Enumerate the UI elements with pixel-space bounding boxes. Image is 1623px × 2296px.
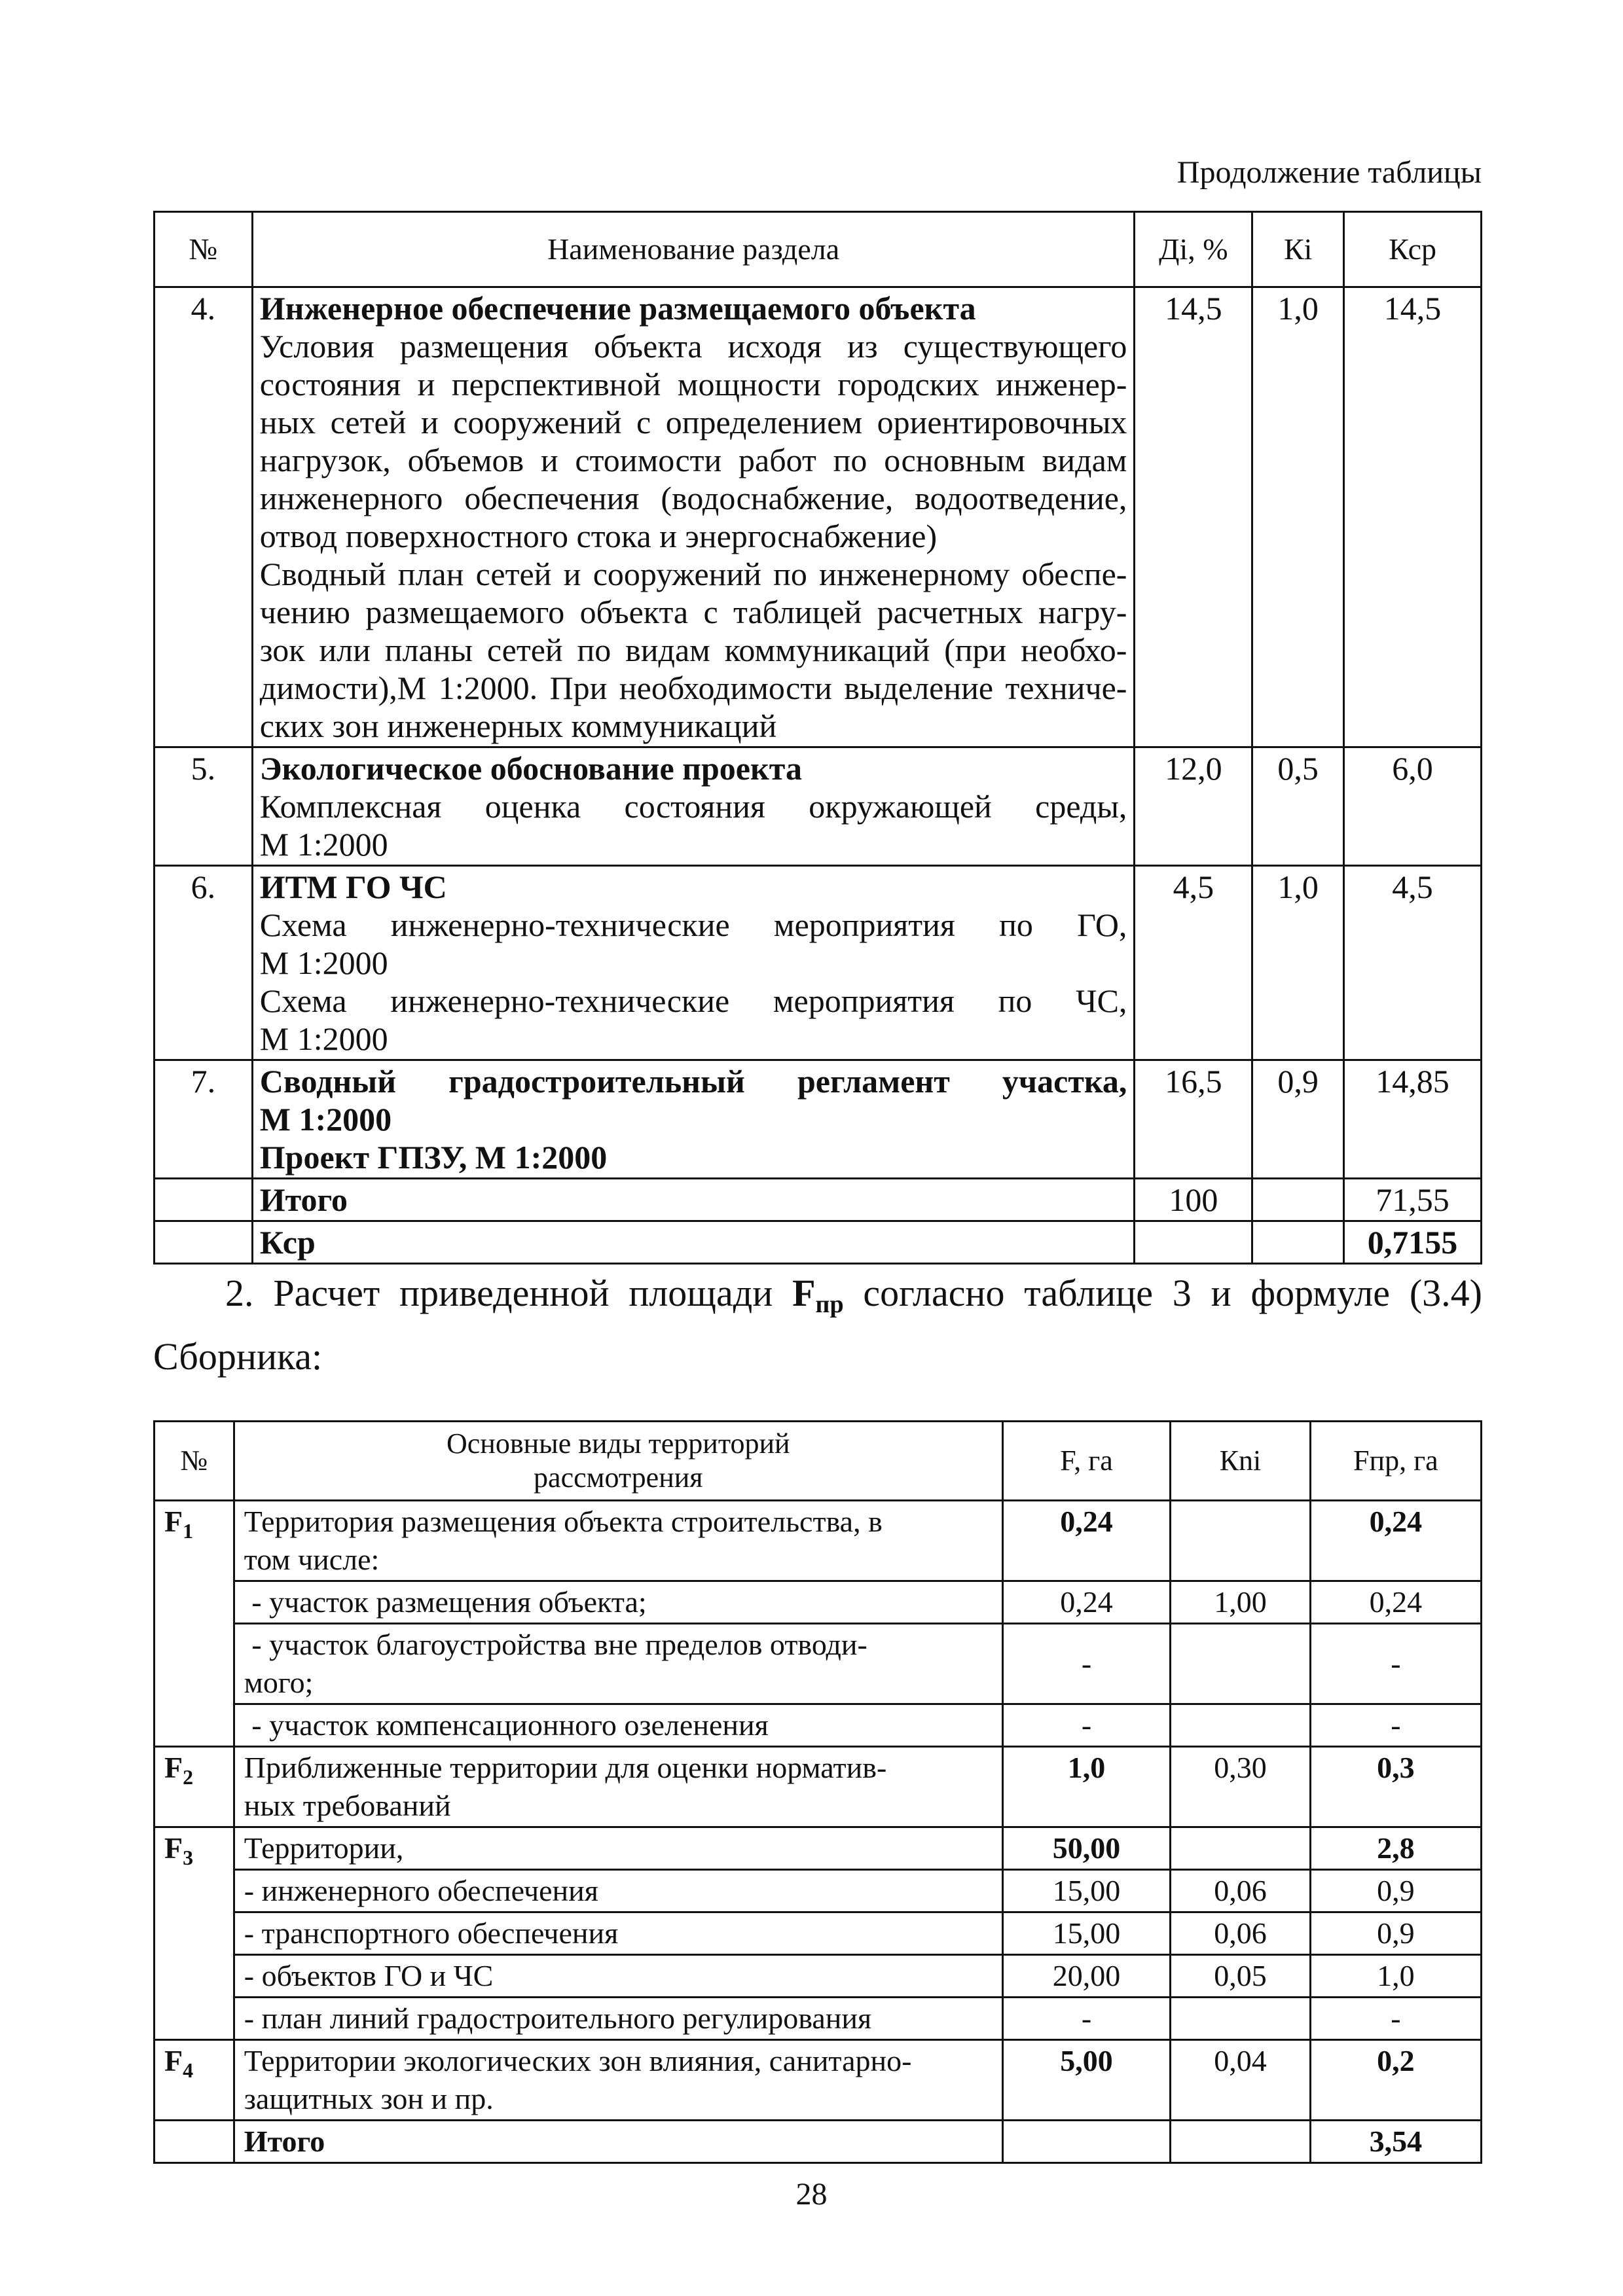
row-kni: [1171, 1624, 1310, 1704]
row-line: - участок компенсационного озеленения: [244, 1708, 769, 1742]
row-num: 7.: [155, 1060, 253, 1179]
row-line: состояния и перспективной мощности городских инженер-: [259, 366, 1127, 403]
table-row: [155, 747, 1482, 866]
row-fpr: 0,24: [1310, 1581, 1481, 1624]
header-k: Кi: [1252, 212, 1344, 287]
row-f: -: [1002, 1704, 1170, 1747]
empty-cell: [1135, 1221, 1252, 1264]
row-k: 0,9: [1252, 1060, 1344, 1179]
header-fpr: Fпр, га: [1310, 1422, 1481, 1501]
row-f: 50,00: [1002, 1827, 1170, 1870]
row-name: [252, 287, 1135, 747]
total-row: [155, 2121, 1482, 2163]
row-line: Территории экологических зон влияния, санитарно-: [244, 2044, 912, 2077]
row-line: Сводный план сетей и сооружений по инженерному обеспе-: [259, 556, 1127, 592]
row-kni: [1171, 1501, 1310, 1581]
row-name: [234, 1501, 1002, 1581]
row-f: 15,00: [1002, 1912, 1170, 1955]
table-header-row: [155, 1422, 1482, 1501]
row-line: - план линий градостроительного регулирования: [244, 2001, 872, 2035]
row-kcp: 14,5: [1344, 287, 1482, 747]
row-line: защитных зон и пр.: [244, 2082, 494, 2115]
empty-cell: [1252, 1179, 1344, 1221]
table-row: [155, 1501, 1482, 1581]
f-subscript: пр: [815, 1291, 844, 1318]
table-header-row: [155, 212, 1482, 287]
code-letter: F: [164, 1505, 183, 1538]
row-fpr: -: [1310, 1624, 1481, 1704]
row-line: М 1:2000: [259, 944, 388, 981]
header-name: Наименование раздела: [252, 212, 1135, 287]
total-row: [155, 1179, 1482, 1221]
row-f: 1,0: [1002, 1747, 1170, 1827]
group-code: [155, 1747, 234, 1827]
row-name: [252, 747, 1135, 866]
sections-table: [153, 211, 1482, 1265]
group-code: [155, 2040, 234, 2121]
row-fpr: 0,9: [1310, 1870, 1481, 1912]
total-label: Итого: [234, 2121, 1002, 2163]
row-fpr: 0,24: [1310, 1501, 1481, 1581]
row-name: [234, 1747, 1002, 1827]
row-line: ных сетей и сооружений с определением ориентировочных: [259, 404, 1127, 440]
table-row: [155, 866, 1482, 1060]
row-f: 15,00: [1002, 1870, 1170, 1912]
row-line: - инженерного обеспечения: [244, 1874, 598, 1907]
row-line: Приближенные территории для оценки норматив-: [244, 1751, 887, 1784]
row-name: [234, 1955, 1002, 1998]
table-row: [155, 1704, 1482, 1747]
row-kni: [1171, 1827, 1310, 1870]
row-title: Инженерное обеспечение размещаемого объекта: [259, 290, 976, 327]
row-name: [234, 1998, 1002, 2040]
empty-cell: [155, 2121, 234, 2163]
header-num: №: [155, 1422, 234, 1501]
paragraph-text: 2. Расчет приведенной площади: [225, 1272, 793, 1314]
row-title: Экологическое обоснование проекта: [259, 750, 802, 787]
row-line: Территории,: [244, 1831, 404, 1865]
total-d: 100: [1135, 1179, 1252, 1221]
row-title: Проект ГПЗУ, М 1:2000: [259, 1139, 608, 1175]
kcp-row: [155, 1221, 1482, 1264]
row-line: инженерного обеспечения (водоснабжение, водоотведение,: [259, 480, 1127, 516]
code-letter: F: [164, 1831, 183, 1865]
table-row: [155, 1747, 1482, 1827]
empty-cell: [155, 1221, 253, 1264]
paragraph: [153, 1267, 1482, 1383]
code-letter: F: [164, 2044, 183, 2077]
row-kni: 0,06: [1171, 1912, 1310, 1955]
row-line: Схема инженерно-технические мероприятия по ГО,: [259, 906, 1127, 943]
header-f: F, га: [1002, 1422, 1170, 1501]
row-kni: 0,30: [1171, 1747, 1310, 1827]
empty-cell: [1252, 1221, 1344, 1264]
total-kcp: 71,55: [1344, 1179, 1482, 1221]
total-fpr: 3,54: [1310, 2121, 1481, 2163]
empty-cell: [1002, 2121, 1170, 2163]
row-line: мого;: [244, 1666, 314, 1699]
row-fpr: -: [1310, 1704, 1481, 1747]
row-f: 0,24: [1002, 1581, 1170, 1624]
row-fpr: 0,9: [1310, 1912, 1481, 1955]
row-line: - участок размещения объекта;: [244, 1585, 647, 1619]
row-line: Схема инженерно-технические мероприятия по ЧС,: [259, 982, 1127, 1019]
table-row: [155, 287, 1482, 747]
row-line: Условия размещения объекта исходя из существующего: [259, 328, 1127, 365]
group-code: [155, 1827, 234, 2040]
row-d: 4,5: [1135, 866, 1252, 1060]
code-letter: F: [164, 1751, 183, 1784]
row-fpr: 0,3: [1310, 1747, 1481, 1827]
row-name: [234, 1912, 1002, 1955]
row-line: том числе:: [244, 1543, 380, 1576]
header-kcp: Ксp: [1344, 212, 1482, 287]
row-title: ИТМ ГО ЧС: [259, 869, 447, 905]
code-sub: 1: [183, 1519, 194, 1543]
row-d: 14,5: [1135, 287, 1252, 747]
header-name-line: рассмотрения: [534, 1462, 703, 1494]
row-kni: 0,04: [1171, 2040, 1310, 2121]
table-row: [155, 1912, 1482, 1955]
row-fpr: 2,8: [1310, 1827, 1481, 1870]
paragraph-text: согласно таблице 3 и формуле (3.4): [843, 1272, 1482, 1314]
table-row: [155, 1624, 1482, 1704]
table-row: [155, 1827, 1482, 1870]
row-line: ских зон инженерных коммуникаций: [259, 708, 777, 744]
table-row: [155, 1955, 1482, 1998]
row-line: М 1:2000: [259, 826, 388, 863]
code-sub: 2: [183, 1765, 194, 1789]
row-line: Территория размещения объекта строительства, в: [244, 1505, 883, 1538]
row-name: [234, 1870, 1002, 1912]
continuation-label: Продолжение таблицы: [1176, 155, 1482, 190]
paragraph-line-2: Сборника:: [153, 1335, 323, 1378]
row-name: [252, 866, 1135, 1060]
row-d: 16,5: [1135, 1060, 1252, 1179]
row-num: 4.: [155, 287, 253, 747]
header-num: №: [155, 212, 253, 287]
code-sub: 4: [183, 2058, 194, 2083]
empty-cell: [1171, 2121, 1310, 2163]
row-kni: 1,00: [1171, 1581, 1310, 1624]
empty-cell: [155, 1179, 253, 1221]
row-kcp: 4,5: [1344, 866, 1482, 1060]
total-label: Итого: [252, 1179, 1135, 1221]
row-k: 1,0: [1252, 287, 1344, 747]
row-fpr: 0,2: [1310, 2040, 1481, 2121]
row-kni: 0,06: [1171, 1870, 1310, 1912]
row-line: отвод поверхностного стока и энергоснабжение): [259, 518, 938, 554]
table-row: [155, 1870, 1482, 1912]
row-num: 6.: [155, 866, 253, 1060]
row-d: 12,0: [1135, 747, 1252, 866]
row-kcp: 14,85: [1344, 1060, 1482, 1179]
row-f: 20,00: [1002, 1955, 1170, 1998]
row-line: нагрузок, объемов и стоимости работ по основным видам: [259, 442, 1127, 478]
row-line: - объектов ГО и ЧС: [244, 1959, 494, 1992]
kcp-label: Ксp: [252, 1221, 1135, 1264]
page-number: 28: [795, 2177, 828, 2212]
row-title: Сводный градостроительный регламент участка,: [259, 1063, 1127, 1100]
row-line: димости),М 1:2000. При необходимости выделение техниче-: [259, 670, 1127, 706]
row-fpr: 1,0: [1310, 1955, 1481, 1998]
row-kni: [1171, 1998, 1310, 2040]
row-kni: 0,05: [1171, 1955, 1310, 1998]
row-line: - транспортного обеспечения: [244, 1916, 619, 1950]
row-name: [234, 1704, 1002, 1747]
row-line: М 1:2000: [259, 1020, 388, 1057]
row-line: чению размещаемого объекта с таблицей расчетных нагру-: [259, 594, 1127, 630]
row-k: 0,5: [1252, 747, 1344, 866]
row-name: [234, 1827, 1002, 1870]
table-row: [155, 1581, 1482, 1624]
row-line: зок или планы сетей по видам коммуникаций (при необхо-: [259, 632, 1127, 668]
header-name: [234, 1422, 1002, 1501]
area-table: [153, 1420, 1482, 2164]
row-f: 0,24: [1002, 1501, 1170, 1581]
row-line: - участок благоустройства вне пределов отводи-: [244, 1628, 867, 1661]
row-name: [234, 2040, 1002, 2121]
row-f: 5,00: [1002, 2040, 1170, 2121]
kcp-value: 0,7155: [1344, 1221, 1482, 1264]
row-f: -: [1002, 1624, 1170, 1704]
row-num: 5.: [155, 747, 253, 866]
table-row: [155, 1998, 1482, 2040]
row-line: ных требований: [244, 1789, 451, 1822]
group-code: [155, 1501, 234, 1747]
header-d: Дi, %: [1135, 212, 1252, 287]
row-title: М 1:2000: [259, 1101, 392, 1138]
header-kni: Кni: [1171, 1422, 1310, 1501]
row-f: -: [1002, 1998, 1170, 2040]
row-kcp: 6,0: [1344, 747, 1482, 866]
header-name-line: Основные виды территорий: [447, 1427, 790, 1460]
row-name: [252, 1060, 1135, 1179]
row-line: Комплексная оценка состояния окружающей среды,: [259, 788, 1127, 825]
code-sub: 3: [183, 1846, 194, 1870]
table-row: [155, 2040, 1482, 2121]
row-name: [234, 1624, 1002, 1704]
row-k: 1,0: [1252, 866, 1344, 1060]
row-name: [234, 1581, 1002, 1624]
table-row: [155, 1060, 1482, 1179]
f-symbol: F: [792, 1272, 816, 1314]
row-kni: [1171, 1704, 1310, 1747]
paragraph-line-1: [153, 1267, 1482, 1331]
row-fpr: -: [1310, 1998, 1481, 2040]
